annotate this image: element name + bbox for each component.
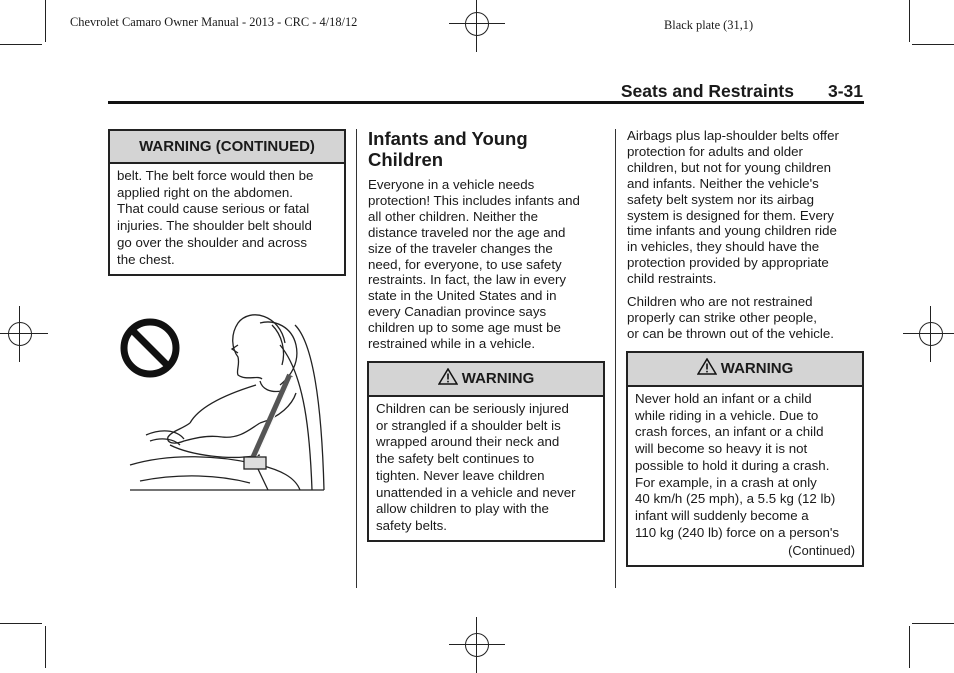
warning-continued-box — [108, 129, 346, 276]
warning-continued-title: WARNING (CONTINUED) — [110, 131, 344, 164]
text-line: possible to hold it during a crash. — [635, 457, 830, 473]
seated-child-figure — [130, 315, 324, 490]
text-line: tighten. Never leave children — [376, 467, 545, 483]
text-line: children up to some age must be — [368, 320, 561, 336]
section-header — [621, 81, 863, 102]
crop-mark — [909, 0, 910, 42]
warning-title: WARNING — [720, 360, 794, 377]
text-line: or can be thrown out of the vehicle. — [627, 325, 834, 341]
warning-triangle-icon — [438, 368, 458, 385]
registration-mark-icon — [459, 6, 495, 42]
warning-triangle-icon — [697, 358, 717, 375]
crop-mark — [0, 623, 42, 624]
text-line: need, for everyone, to use safety — [368, 256, 562, 272]
airbag-paragraph — [627, 128, 839, 287]
header-rule — [108, 101, 864, 104]
text-line: safety belts. — [376, 517, 447, 533]
text-line: system is designed for them. Every — [627, 207, 834, 223]
text-line: Everyone in a vehicle needs — [368, 177, 535, 192]
warning-box — [626, 351, 864, 567]
text-line: safety belt system nor its airbag — [627, 191, 814, 207]
registration-mark-icon — [2, 316, 38, 352]
child-seatbelt-illustration — [110, 305, 332, 495]
heading-line: Infants and Young — [368, 128, 528, 149]
text-line: protection provided by appropriate — [627, 255, 829, 271]
text-line: Children can be seriously injured — [376, 401, 569, 416]
registration-mark-icon — [913, 316, 949, 352]
intro-paragraph — [368, 177, 580, 352]
warning-continued-text — [110, 164, 344, 268]
running-header-left: Chevrolet Camaro Owner Manual - 2013 - CRC - 4/18/12 — [70, 15, 358, 29]
section-title: Seats and Restraints — [620, 81, 794, 101]
running-header-right: Black plate (31,1) — [664, 18, 754, 32]
text-line: properly can strike other people, — [627, 309, 817, 325]
text-line: time infants and young children ride — [627, 223, 837, 239]
crop-mark — [909, 626, 910, 668]
text-line: child restraints. — [627, 271, 717, 287]
crop-mark — [45, 626, 46, 668]
registration-mark-icon — [459, 627, 495, 663]
text-line: restraints. In fact, the law in every — [368, 272, 567, 288]
warning-box — [367, 361, 605, 542]
prohibition-icon — [124, 322, 176, 374]
text-line: will become so heavy it is not — [635, 441, 808, 457]
text-line: 110 kg (240 lb) force on a person's — [635, 524, 840, 540]
restraint-paragraph — [627, 294, 834, 342]
text-line: injuries. The shoulder belt should — [117, 218, 312, 234]
text-line: every Canadian province says — [368, 304, 547, 320]
text-line: crash forces, an infant or a child — [635, 424, 824, 440]
text-line: and infants. Neither the vehicle's — [627, 175, 819, 191]
text-line: size of the traveler changes the — [368, 240, 553, 256]
text-line: For example, in a crash at only — [635, 474, 817, 490]
text-line: while riding in a vehicle. Due to — [635, 407, 819, 423]
text-line: Never hold an infant or a child — [635, 391, 812, 406]
text-line: wrapped around their neck and — [376, 434, 560, 450]
text-line: distance traveled nor the age and — [368, 224, 566, 240]
text-line: Children who are not restrained — [627, 294, 813, 309]
crop-mark — [912, 623, 954, 624]
text-line: protection! This includes infants and — [368, 192, 580, 208]
warning-header — [628, 353, 862, 387]
text-line: all other children. Neither the — [368, 208, 538, 224]
column-divider — [356, 129, 357, 588]
text-line: allow children to play with the — [376, 501, 549, 517]
text-line: protection for adults and older — [627, 143, 803, 159]
text-line: 40 km/h (25 mph), a 5.5 kg (12 lb) — [635, 491, 836, 507]
text-line: restrained while in a vehicle. — [368, 336, 536, 352]
text-line: the chest. — [117, 251, 175, 267]
heading-line: Children — [368, 149, 444, 170]
warning-title: WARNING — [461, 370, 535, 387]
text-line: applied right on the abdomen. — [117, 184, 293, 200]
text-line: That could cause serious or fatal — [117, 201, 310, 217]
crop-mark — [45, 0, 46, 42]
column-divider — [615, 129, 616, 588]
warning-header — [369, 363, 603, 397]
page-number: 3-31 — [827, 81, 863, 101]
text-line: belt. The belt force would then be — [117, 168, 314, 183]
warning-text — [628, 387, 862, 560]
text-line: the safety belt continues to — [376, 451, 535, 467]
continued-label: (Continued) — [788, 543, 855, 559]
text-line: in vehicles, they should have the — [627, 239, 820, 255]
text-line: infant will suddenly become a — [635, 507, 809, 523]
text-line: go over the shoulder and across — [117, 234, 307, 250]
text-line: or strangled if a shoulder belt is — [376, 417, 561, 433]
text-line: Airbags plus lap-shoulder belts offer — [627, 128, 839, 143]
crop-mark — [0, 44, 42, 45]
text-line: children, but not for young children — [627, 159, 832, 175]
text-line: state in the United States and in — [368, 288, 557, 304]
warning-text — [369, 397, 603, 535]
text-line: unattended in a vehicle and never — [376, 484, 576, 500]
section-heading — [368, 128, 528, 170]
crop-mark — [912, 44, 954, 45]
